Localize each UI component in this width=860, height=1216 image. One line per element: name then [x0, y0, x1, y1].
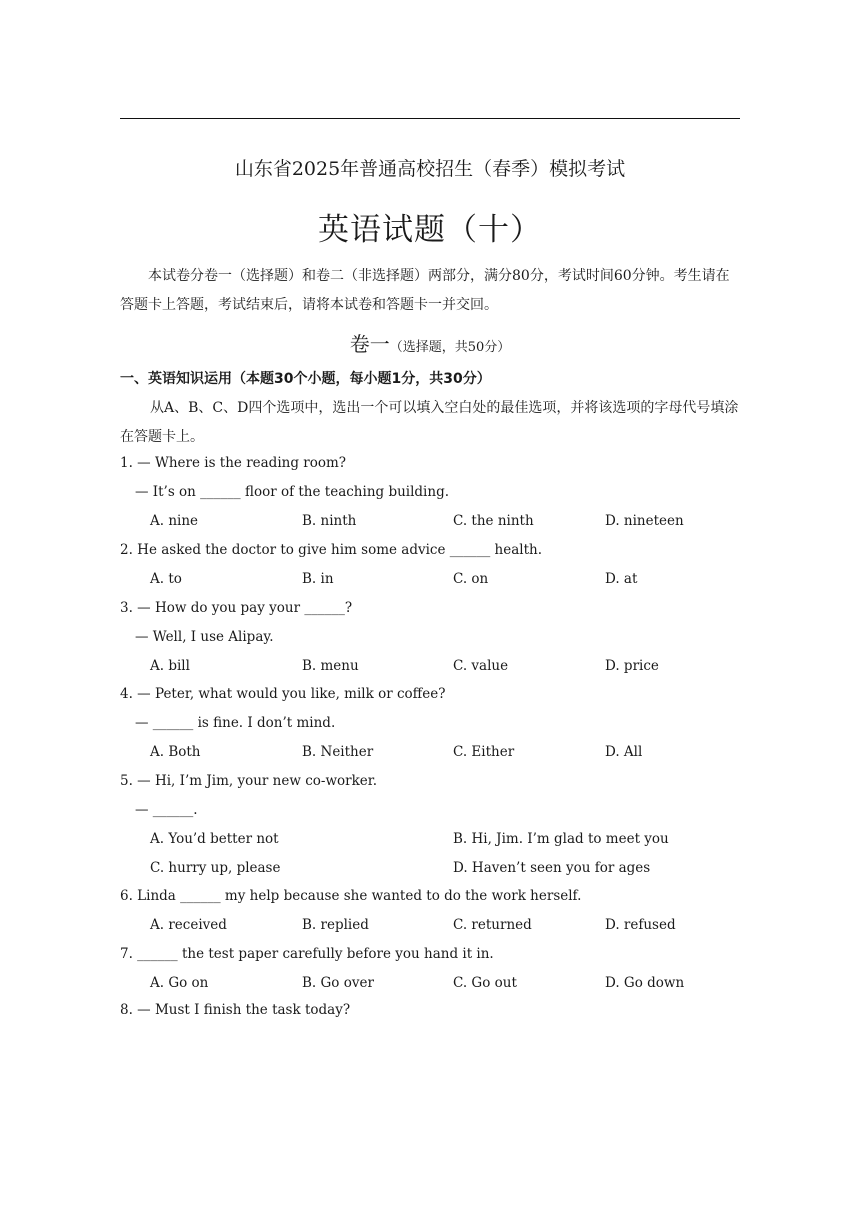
option-c: C. on [453, 571, 489, 587]
question-stem: 3. — How do you pay your ______? [120, 600, 353, 616]
option-a: A. received [150, 917, 227, 933]
question-stem: 5. — Hi, I’m Jim, your new co-worker. [120, 773, 378, 789]
option-c: C. Go out [453, 975, 517, 991]
question-reply: — ______. [135, 802, 198, 818]
exam-subtitle: 山东省2025年普通高校招生（春季）模拟考试 [234, 158, 626, 180]
part-note: （选择题，共50分） [389, 340, 511, 355]
option-d: D. All [605, 744, 643, 760]
option-a: A. nine [150, 513, 199, 529]
option-a: A. to [150, 571, 182, 587]
question-reply: — It’s on ______ floor of the teaching building. [135, 484, 450, 500]
option-c: C. value [453, 658, 509, 674]
question-stem: 7. ______ the test paper carefully before you hand it in. [120, 946, 494, 962]
option-b: B. ninth [302, 513, 357, 529]
option-b: B. in [302, 571, 334, 587]
option-d: D. nineteen [605, 513, 684, 529]
option-a: A. Both [150, 744, 201, 760]
option-b: B. menu [302, 658, 359, 674]
option-c: C. the ninth [453, 513, 534, 529]
exam-title: 英语试题（十） [318, 212, 542, 248]
option-d: D. Go down [605, 975, 685, 991]
option-d: D. refused [605, 917, 676, 933]
option-c: C. hurry up, please [150, 860, 281, 876]
option-d: D. Haven’t seen you for ages [453, 860, 651, 876]
option-b: B. Hi, Jim. I’m glad to meet you [453, 831, 669, 847]
option-d: D. at [605, 571, 638, 587]
option-c: C. returned [453, 917, 532, 933]
option-b: B. Go over [302, 975, 374, 991]
question-stem: 1. — Where is the reading room? [120, 455, 347, 471]
option-a: A. bill [150, 658, 190, 674]
header-rule [120, 118, 740, 119]
question-reply: — Well, I use Alipay. [135, 629, 274, 645]
part-heading [0, 328, 860, 357]
option-b: B. Neither [302, 744, 374, 760]
question-stem: 8. — Must I finish the task today? [120, 1002, 351, 1018]
question-reply: — ______ is fine. I don’t mind. [135, 715, 336, 731]
question-stem: 2. He asked the doctor to give him some advice ______ health. [120, 542, 543, 558]
section-heading: 一、英语知识运用（本题30个小题，每小题1分，共30分） [120, 371, 491, 387]
option-a: A. You’d better not [150, 831, 279, 847]
option-a: A. Go on [150, 975, 209, 991]
option-d: D. price [605, 658, 659, 674]
part-name: 卷一 [349, 332, 390, 356]
option-c: C. Either [453, 744, 515, 760]
option-b: B. replied [302, 917, 369, 933]
exam-intro: 本试卷分卷一（选择题）和卷二（非选择题）两部分，满分80分，考试时间60分钟。考生请在答题卡上答题，考试结束后，请将本试卷和答题卡一并交回。 [120, 268, 730, 313]
question-stem: 6. Linda ______ my help because she wanted to do the work herself. [120, 888, 582, 904]
question-stem: 4. — Peter, what would you like, milk or coffee? [120, 686, 446, 702]
section-instruction: 从A、B、C、D四个选项中，选出一个可以填入空白处的最佳选项，并将该选项的字母代号填涂在答题卡上。 [120, 400, 739, 445]
